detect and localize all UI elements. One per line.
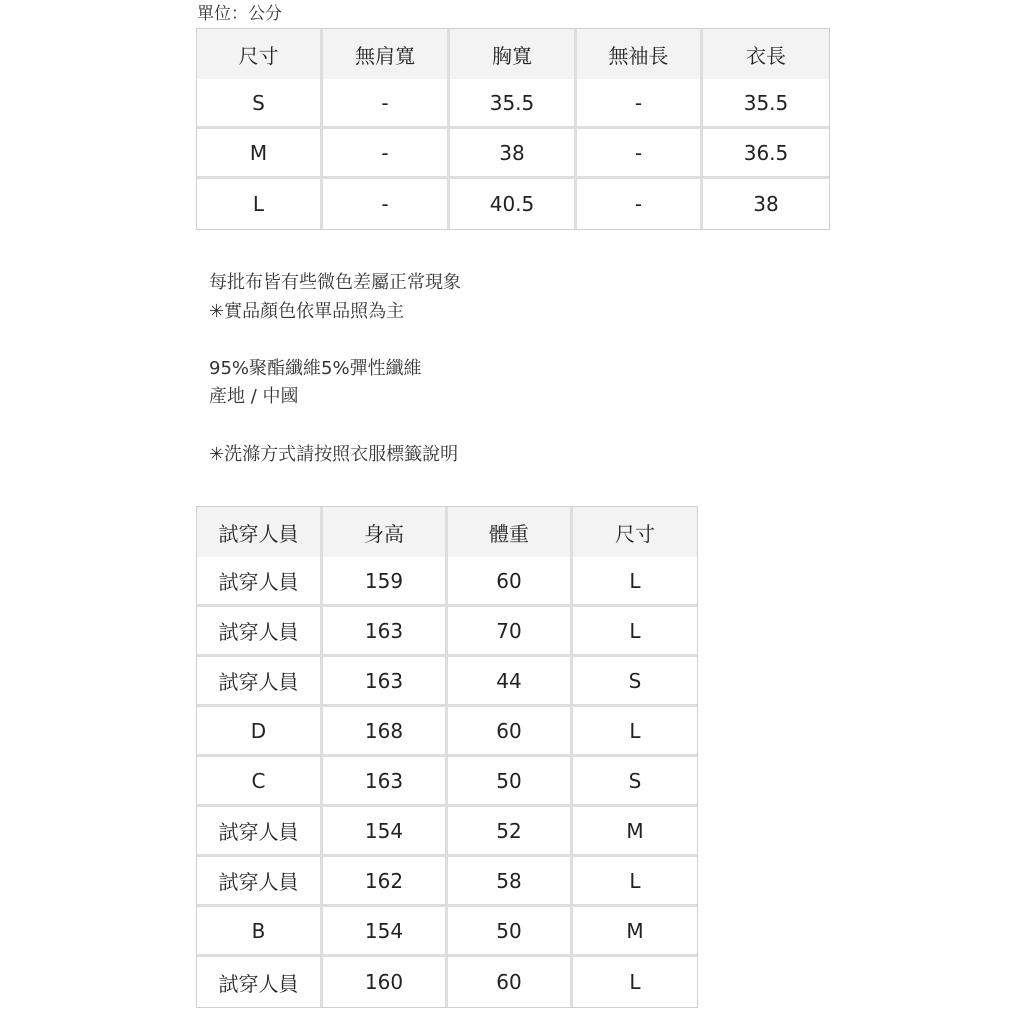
weight-cell: 44	[448, 657, 573, 707]
size-cell: L	[197, 179, 323, 229]
weight-cell: 52	[448, 807, 573, 857]
table-row	[197, 129, 829, 179]
weight-cell: 60	[448, 707, 573, 757]
fitting-header-size: 尺寸	[573, 507, 697, 557]
fitting-model-table	[196, 506, 698, 1008]
size-chart-table	[196, 28, 830, 230]
height-cell: 163	[323, 757, 448, 807]
chest-cell: 35.5	[450, 79, 577, 129]
table-row	[197, 179, 829, 229]
fitting-header-row	[197, 507, 697, 557]
table-row	[197, 607, 697, 657]
height-cell: 159	[323, 557, 448, 607]
height-cell: 168	[323, 707, 448, 757]
table-row	[197, 807, 697, 857]
person-cell: D	[197, 707, 323, 757]
table-row	[197, 79, 829, 129]
size-cell: S	[197, 79, 323, 129]
size-chart-header-sleeve: 無袖長	[577, 29, 703, 79]
size-cell: M	[197, 129, 323, 179]
size-cell: M	[573, 807, 697, 857]
table-row	[197, 707, 697, 757]
weight-cell: 70	[448, 607, 573, 657]
shoulder-cell: -	[323, 129, 450, 179]
table-row	[197, 657, 697, 707]
height-cell: 154	[323, 807, 448, 857]
size-chart-header-size: 尺寸	[197, 29, 323, 79]
table-row	[197, 557, 697, 607]
weight-cell: 50	[448, 757, 573, 807]
color-variance-note: 每批布皆有些微色差屬正常現象	[209, 272, 461, 293]
table-row	[197, 957, 697, 1007]
material-composition: 95%聚酯纖維5%彈性纖維	[209, 357, 422, 379]
size-cell: L	[573, 607, 697, 657]
sleeve-cell: -	[577, 129, 703, 179]
unit-label: 單位：公分	[197, 4, 282, 24]
size-cell: L	[573, 957, 697, 1007]
size-cell: L	[573, 857, 697, 907]
weight-cell: 58	[448, 857, 573, 907]
color-basis-note: ✳實品顏色依單品照為主	[209, 300, 405, 322]
fitting-header-height: 身高	[323, 507, 448, 557]
size-chart-header-chest: 胸寬	[450, 29, 577, 79]
person-cell: 試穿人員	[197, 957, 323, 1007]
size-cell: S	[573, 657, 697, 707]
height-cell: 163	[323, 657, 448, 707]
person-cell: 試穿人員	[197, 807, 323, 857]
table-row	[197, 857, 697, 907]
chest-cell: 38	[450, 129, 577, 179]
length-cell: 36.5	[703, 129, 829, 179]
person-cell: 試穿人員	[197, 657, 323, 707]
product-notes	[209, 269, 461, 469]
size-chart-header-row	[197, 29, 829, 79]
person-cell: 試穿人員	[197, 557, 323, 607]
shoulder-cell: -	[323, 179, 450, 229]
person-cell: 試穿人員	[197, 607, 323, 657]
size-chart-header-shoulder: 無肩寬	[323, 29, 450, 79]
size-cell: S	[573, 757, 697, 807]
person-cell: 試穿人員	[197, 857, 323, 907]
fitting-header-person: 試穿人員	[197, 507, 323, 557]
person-cell: C	[197, 757, 323, 807]
height-cell: 162	[323, 857, 448, 907]
sleeve-cell: -	[577, 179, 703, 229]
table-row	[197, 907, 697, 957]
height-cell: 160	[323, 957, 448, 1007]
weight-cell: 50	[448, 907, 573, 957]
weight-cell: 60	[448, 557, 573, 607]
size-cell: M	[573, 907, 697, 957]
origin-note: 產地 / 中國	[209, 386, 299, 408]
length-cell: 35.5	[703, 79, 829, 129]
height-cell: 163	[323, 607, 448, 657]
chest-cell: 40.5	[450, 179, 577, 229]
sleeve-cell: -	[577, 79, 703, 129]
fitting-header-weight: 體重	[448, 507, 573, 557]
shoulder-cell: -	[323, 79, 450, 129]
size-cell: L	[573, 557, 697, 607]
wash-instruction-note: ✳洗滌方式請按照衣服標籤說明	[209, 443, 459, 465]
length-cell: 38	[703, 179, 829, 229]
person-cell: B	[197, 907, 323, 957]
size-chart-header-length: 衣長	[703, 29, 829, 79]
weight-cell: 60	[448, 957, 573, 1007]
height-cell: 154	[323, 907, 448, 957]
table-row	[197, 757, 697, 807]
size-cell: L	[573, 707, 697, 757]
